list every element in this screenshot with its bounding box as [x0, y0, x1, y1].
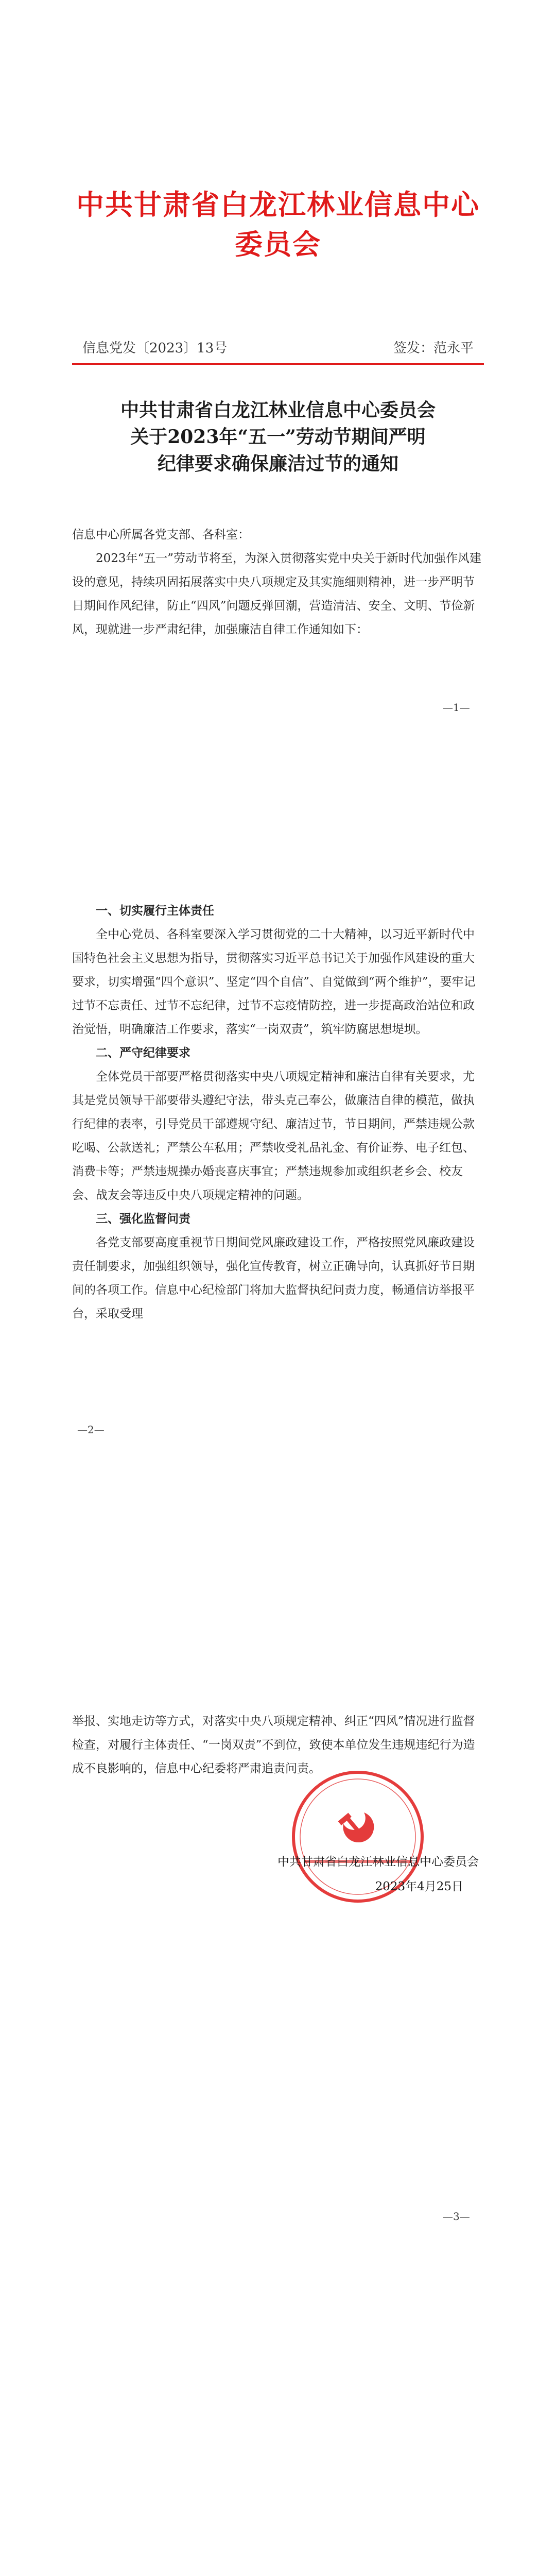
signature-organization: 中共甘肃省白龙江林业信息中心委员会 [277, 1855, 479, 1869]
red-header-title: 中共甘肃省白龙江林业信息中心委员会 [76, 188, 480, 261]
section-3-body-part1: 各党支部要高度重视节日期间党风廉政建设工作，严格按照党风廉政建设责任制要求，加强组织领导，强化宣传教育，树立正确导向，认真抓好节日期间的各项工作。信息中心纪检部门将加大监督执纪问责力度，畅通信访举报平台，采取受理 [72, 1236, 475, 1320]
title-line-1: 中共甘肃省白龙江林业信息中心委员会 [120, 399, 436, 421]
document-page-2 [0, 787, 556, 1575]
document-number: 信息党发〔2023〕13号 [82, 341, 228, 356]
section-3-heading: 三、强化监督问责 [96, 1212, 190, 1226]
document-page-1 [0, 0, 556, 788]
section-2-body: 全体党员干部要严格贯彻落实中央八项规定精神和廉洁自律有关要求，尤其是党员领导干部要带头遵纪守法，带头克己奉公，做廉洁自律的模范，做执行纪律的表率，引导党员干部遵规守纪、廉洁过节，节日期间，严禁违规公款吃喝、公款送礼；严禁公车私用；严禁收受礼品礼金、有价证券、电子红包、消费卡等；严禁违规操办婚丧喜庆事宜；严禁违规参加或组织老乡会、校友会、战友会等违反中央八项规定精神的问题。 [72, 1070, 475, 1202]
section-2-heading: 二、严守纪律要求 [96, 1046, 190, 1060]
section-1 [72, 899, 484, 1326]
intro-paragraph: 2023年“五一”劳动节将至，为深入贯彻落实党中央关于新时代加强作风建设的意见，持续巩固拓展落实中央八项规定及其实施细则精神，进一步严明节日期间作风纪律，防止“四风”问题反弹回潮，营造清洁、安全、文明、节俭新风，现就进一步严肃纪律，加强廉洁自律工作通知如下： [72, 552, 482, 636]
page-number-3: —3— [443, 2210, 470, 2223]
document-page-4 [0, 2361, 556, 2576]
section-1-heading: 一、切实履行主体责任 [96, 904, 214, 918]
signature-date: 2023年4月25日 [375, 1880, 463, 1893]
title-line-3: 纪律要求确保廉洁过节的通知 [157, 453, 398, 474]
signer: 签发：范永平 [393, 341, 474, 356]
red-divider-line [72, 363, 484, 365]
addressee: 信息中心所属各党支部、各科室： [72, 528, 250, 541]
page-number-1: —1— [443, 701, 470, 714]
section-1-body: 全中心党员、各科室要深入学习贯彻党的二十大精神，以习近平新时代中国特色社会主义思想为指导，贯彻落实习近平总书记关于加强作风建设的重大要求，切实增强“四个意识”、坚定“四个自信”、自觉做到“两个维护”，要牢记过节不忘责任、过节不忘纪律，过节不忘疫情防控，进一步提高政治站位和政治觉悟，明确廉洁工作要求，落实“一岗双责”，筑牢防腐思想堤坝。 [72, 928, 476, 1036]
title-line-2: 关于2023年“五一”劳动节期间严明 [130, 426, 426, 448]
section-3-body-part2: 举报、实地走访等方式，对落实中央八项规定精神、纠正“四风”情况进行监督检查，对履行主体责任、“一岗双责”不到位，致使本单位发生违规违纪行为造成不良影响的，信息中心纪委将严肃追责问责。 [72, 1715, 475, 1775]
page-number-2: —2— [77, 1423, 105, 1436]
document-title [72, 397, 484, 477]
document-page-3 [0, 1574, 556, 2362]
